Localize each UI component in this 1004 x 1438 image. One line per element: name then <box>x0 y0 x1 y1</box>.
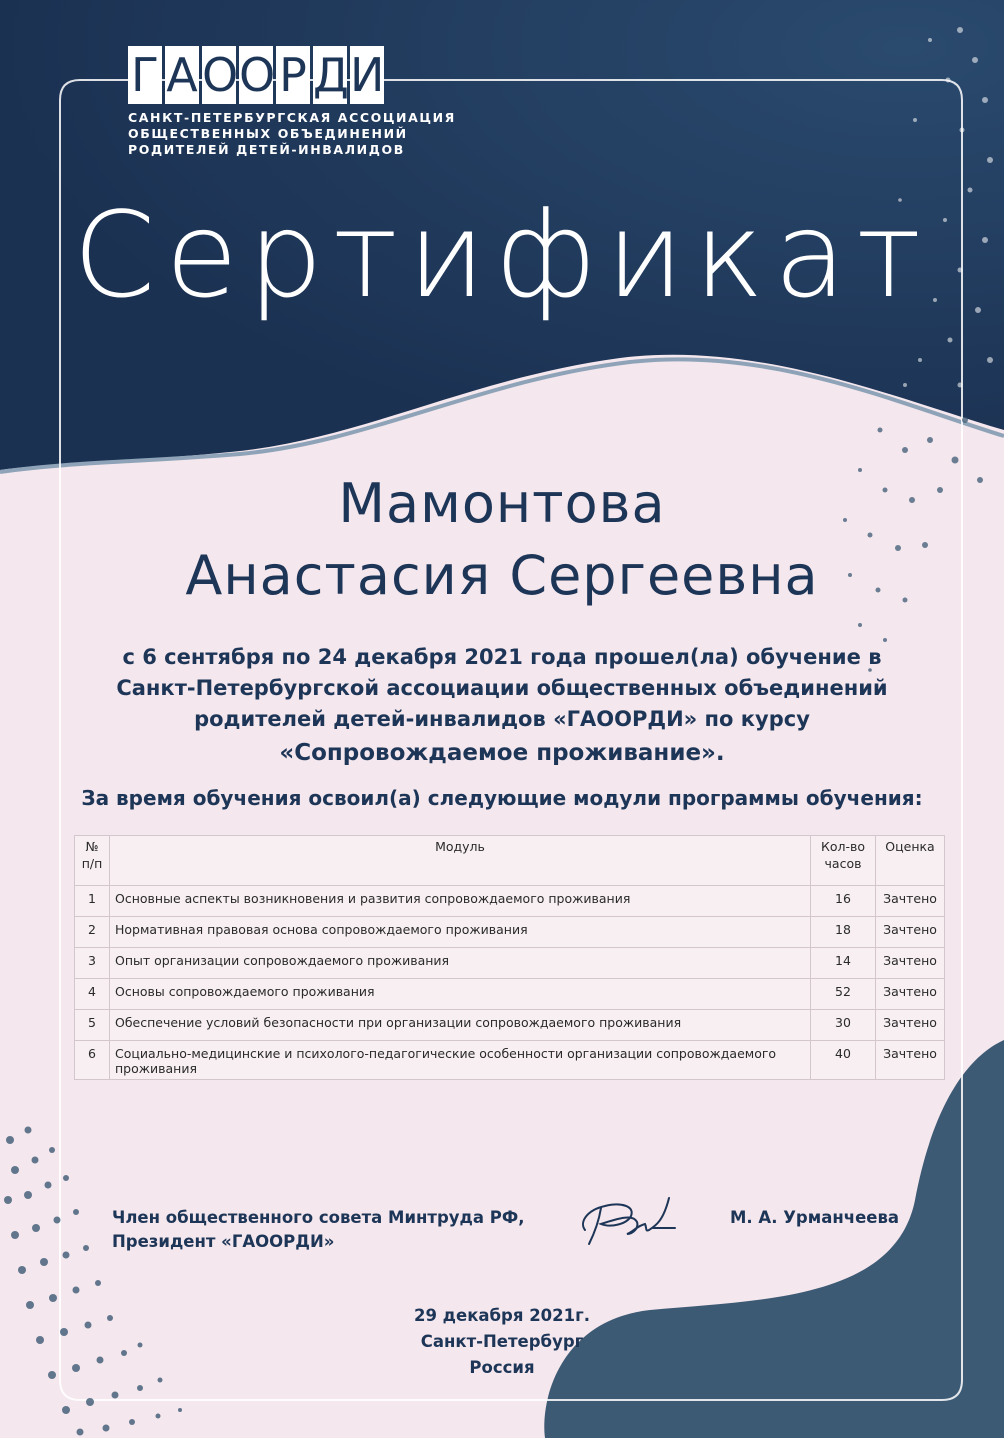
row-number: 2 <box>75 917 110 948</box>
gaoordi-logo <box>128 46 456 158</box>
logo-letter: А <box>166 48 198 102</box>
issue-date: 29 декабря 2021г. <box>413 1306 591 1325</box>
row-module: Социально-медицинские и психолого-педагогические особенности организации сопровождаемого проживания <box>110 1041 811 1080</box>
certificate-title: Сертификат <box>72 186 932 324</box>
logo-letter: Г <box>128 46 162 104</box>
row-module: Основные аспекты возникновения и развития сопровождаемого проживания <box>110 886 811 917</box>
table-row <box>75 1010 945 1041</box>
logo-letter: Р <box>276 46 310 104</box>
recipient-surname: Мамонтова <box>338 472 666 535</box>
signatory-title <box>112 1206 524 1254</box>
logo-caption-line3: РОДИТЕЛЕЙ ДЕТЕЙ-ИНВАЛИДОВ <box>128 142 405 157</box>
issue-place-date <box>0 1303 1004 1381</box>
logo-letter: Д <box>313 48 349 102</box>
row-number: 3 <box>75 948 110 979</box>
table-row <box>75 979 945 1010</box>
row-number: 6 <box>75 1041 110 1080</box>
course-name: «Сопровождаемое проживание». <box>279 740 725 766</box>
description-line: родителей детей-инвалидов «ГАООРДИ» по курсу <box>194 707 810 731</box>
table-row <box>75 948 945 979</box>
row-hours: 30 <box>811 1010 876 1041</box>
row-hours: 18 <box>811 917 876 948</box>
row-hours: 14 <box>811 948 876 979</box>
modules-table <box>74 835 945 1080</box>
header-number: № п/п <box>75 836 110 886</box>
row-module: Основы сопровождаемого проживания <box>110 979 811 1010</box>
issue-city: Санкт-Петербург <box>420 1332 584 1351</box>
row-grade: Зачтено <box>876 948 945 979</box>
table-row <box>75 1041 945 1080</box>
table-header-row <box>75 836 945 886</box>
description-line: Санкт-Петербургской ассоциации общественных объединений <box>116 676 888 700</box>
row-module: Нормативная правовая основа сопровождаемого проживания <box>110 917 811 948</box>
row-grade: Зачтено <box>876 917 945 948</box>
logo-caption-line2: ОБЩЕСТВЕННЫХ ОБЪЕДИНЕНИЙ <box>128 126 408 141</box>
logo-caption-line1: САНКТ-ПЕТЕРБУРГСКАЯ АССОЦИАЦИЯ <box>128 110 456 125</box>
row-module: Опыт организации сопровождаемого проживания <box>110 948 811 979</box>
recipient-name <box>0 468 1004 612</box>
row-number: 5 <box>75 1010 110 1041</box>
logo-letter: О <box>202 48 239 102</box>
logo-letter: И <box>350 48 385 102</box>
header-module: Модуль <box>110 836 811 886</box>
row-module: Обеспечение условий безопасности при организации сопровождаемого проживания <box>110 1010 811 1041</box>
signatory-title-line: Член общественного совета Минтруда РФ, <box>112 1208 525 1227</box>
row-hours: 52 <box>811 979 876 1010</box>
recipient-given-names: Анастасия Сергеевна <box>185 544 819 607</box>
logo-letter: О <box>239 48 276 102</box>
logo-letter-boxes <box>128 46 390 104</box>
row-grade: Зачтено <box>876 886 945 917</box>
table-row <box>75 886 945 917</box>
signatory-title-line: Президент «ГАООРДИ» <box>112 1232 335 1251</box>
issue-country: Россия <box>469 1358 535 1377</box>
row-hours: 16 <box>811 886 876 917</box>
course-description <box>60 642 944 771</box>
row-number: 1 <box>75 886 110 917</box>
row-number: 4 <box>75 979 110 1010</box>
description-line: с 6 сентября по 24 декабря 2021 года прошел(ла) обучение в <box>122 645 882 669</box>
row-grade: Зачтено <box>876 1010 945 1041</box>
table-row <box>75 917 945 948</box>
modules-heading: За время обучения освоил(а) следующие модули программы обучения: <box>81 786 923 810</box>
header-grade: Оценка <box>876 836 945 886</box>
header-hours: Кол-во часов <box>811 836 876 886</box>
handwritten-signature <box>575 1188 685 1250</box>
row-grade: Зачтено <box>876 1041 945 1080</box>
signatory-name: М. А. Урманчеева <box>730 1208 900 1227</box>
row-grade: Зачтено <box>876 979 945 1010</box>
row-hours: 40 <box>811 1041 876 1080</box>
